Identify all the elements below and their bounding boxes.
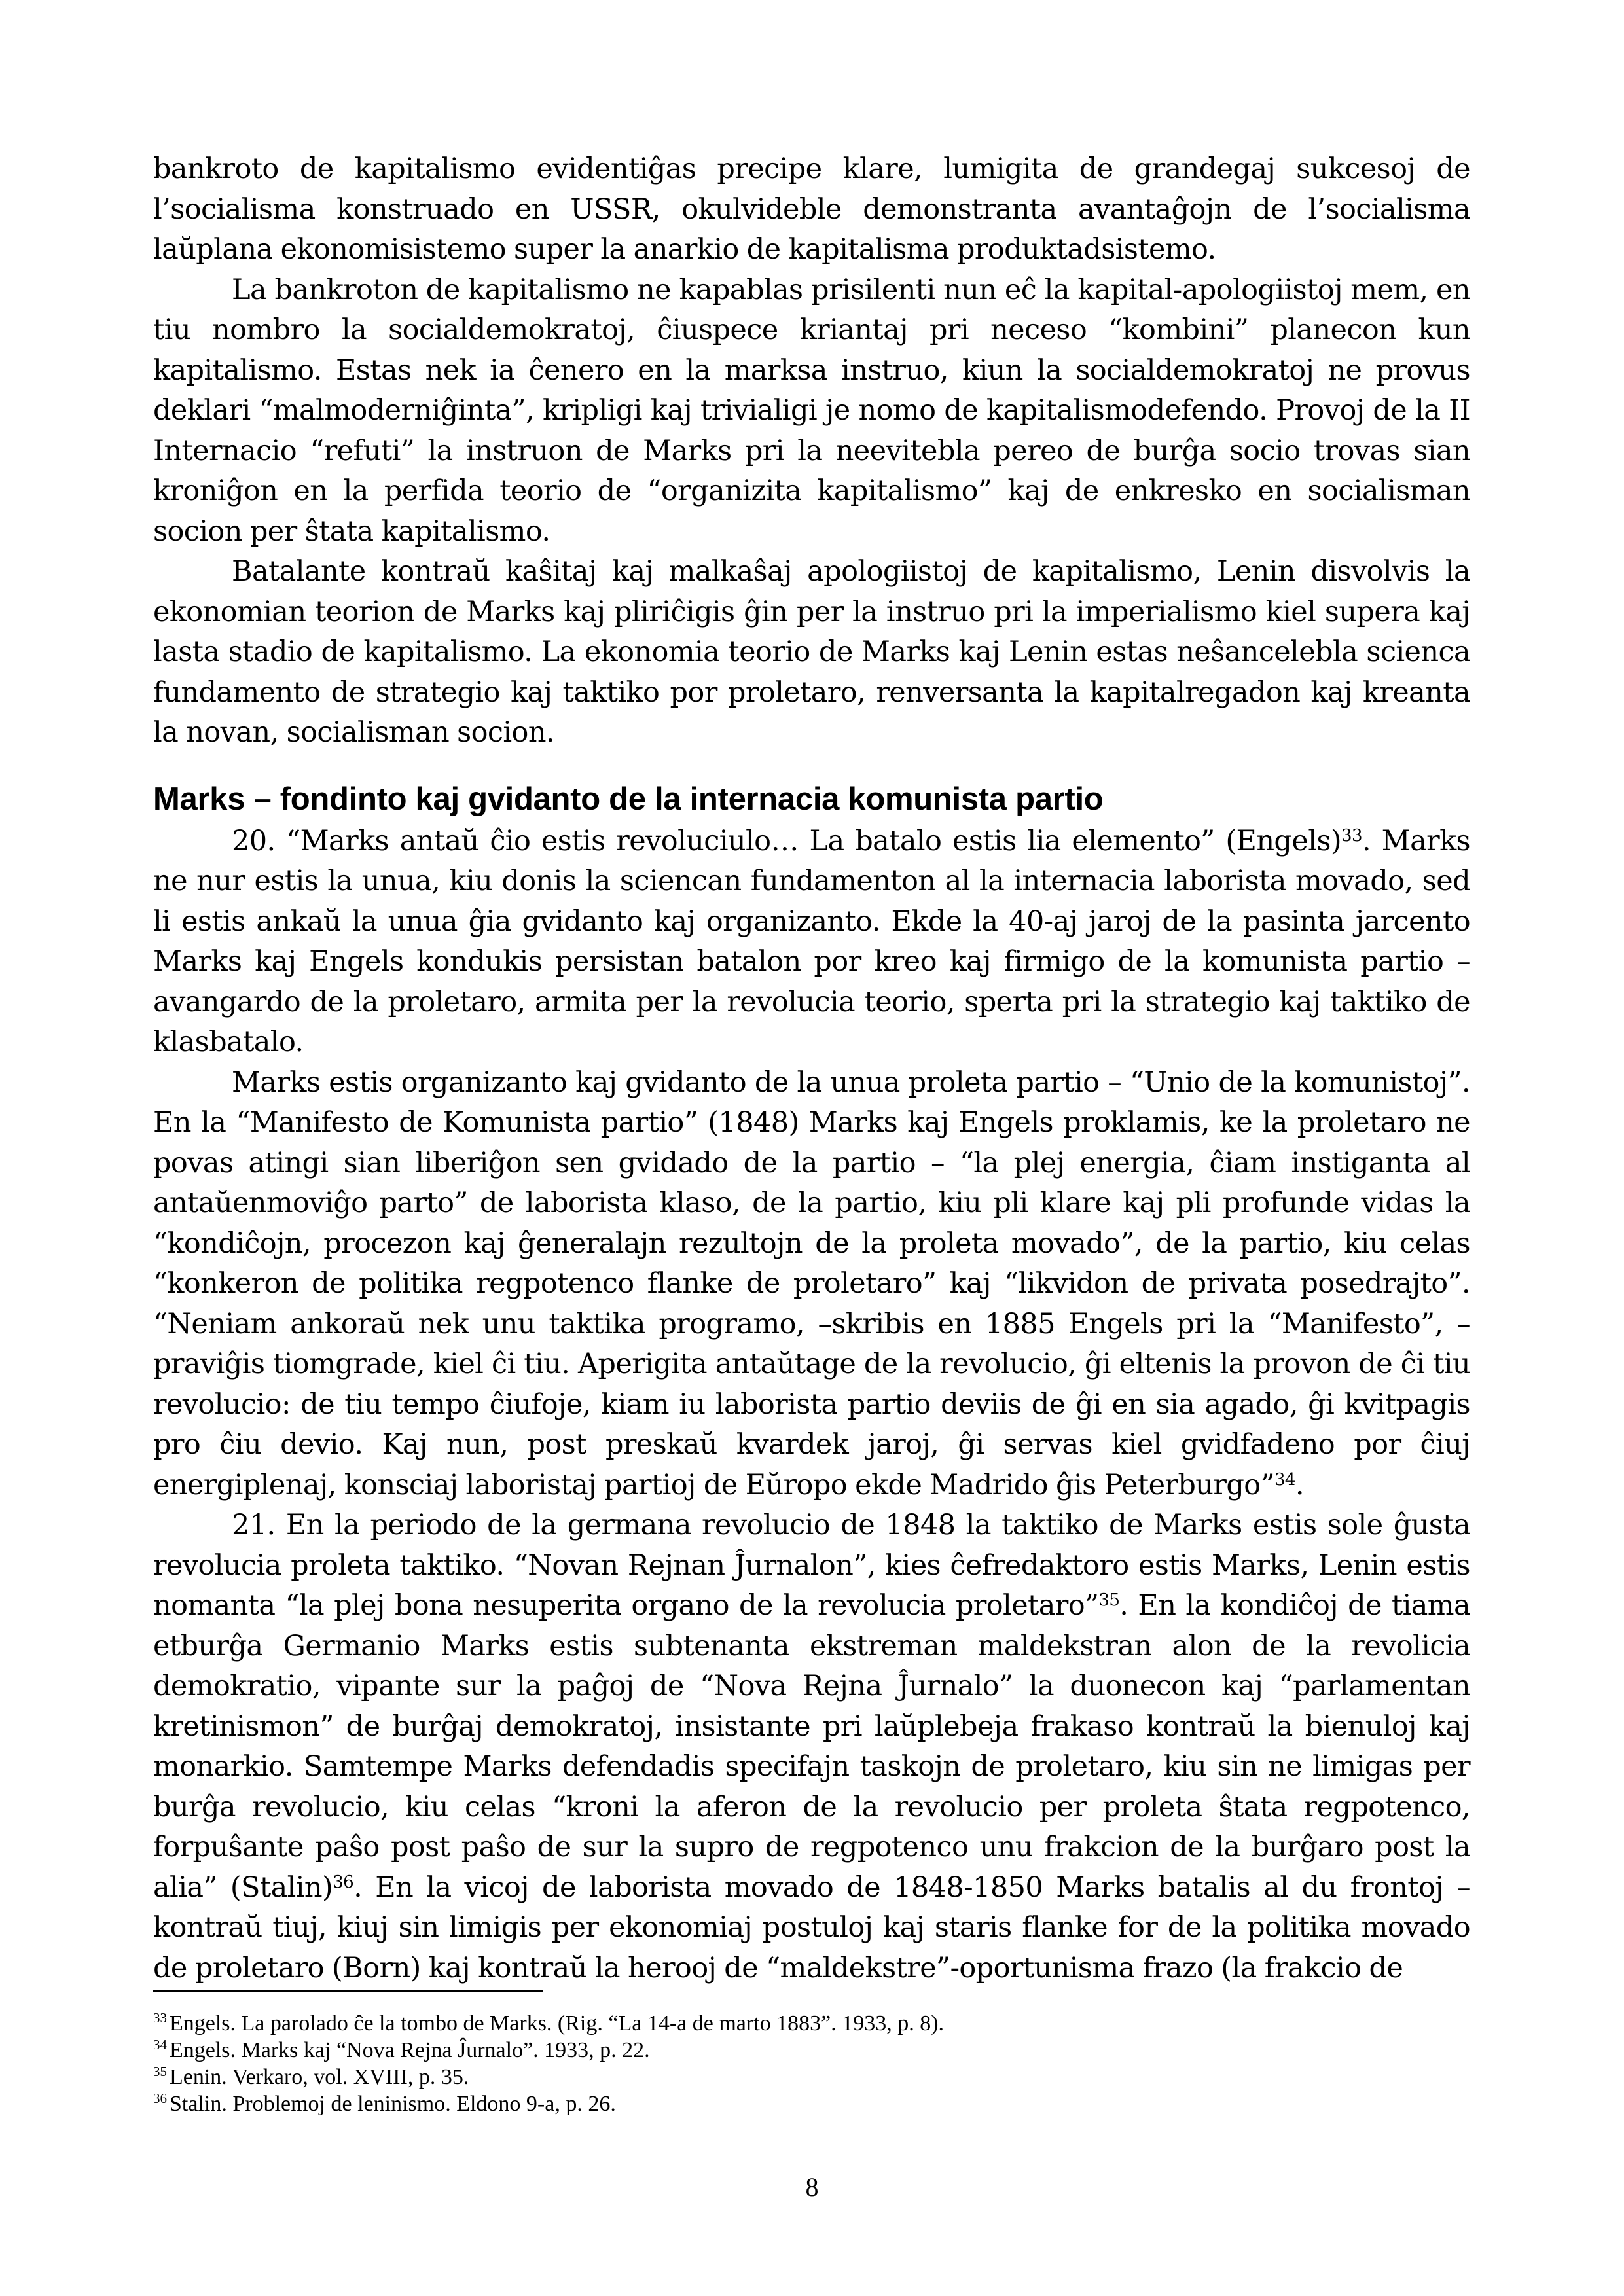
paragraph-lenin-theory: Batalante kontraŭ kaŝitaj kaj malkaŝaj apologiistoj de kapitalismo, Lenin disvolvis la ekonomian teorion de Marks kaj pliriĉigis ĝin per la instruo pri la imperialismo kiel supera kaj lasta stadio de kapitalismo. La ekonomia teorio de Marks kaj Lenin estas neŝancelebla scienca fundamento de strategio kaj taktiko por proletaro, renversanta la kapitalregadon kaj kreanta la novan, socialisman socion. bbox=[153, 555, 1470, 749]
footnotes bbox=[153, 1990, 1470, 2117]
footnote-number: 34 bbox=[153, 2037, 167, 2053]
footnote-number: 35 bbox=[153, 2064, 167, 2079]
section-heading: Marks – fondinto kaj gvidanto de la internacia komunista partio bbox=[153, 781, 1104, 817]
footnote-text: Lenin. Verkaro, vol. XVIII, p. 35. bbox=[170, 2065, 469, 2089]
paragraph-intro-continued: bankroto de kapitalismo evidentiĝas precipe klare, lumigita de grandegaj sukcesoj de l’socialisma konstruado en USSR, okulvideble demonstranta avantaĝojn de l’socialisma laŭplana ekonomisistemo super la anarkio de kapitalisma produktadsistemo. bbox=[153, 152, 1470, 266]
footnote-ref-35[interactable]: 35 bbox=[1098, 1590, 1120, 1610]
footnote-35 bbox=[153, 2064, 1470, 2090]
footnote-text: Stalin. Problemoj de leninismo. Eldono 9-a, p. 26. bbox=[170, 2092, 616, 2116]
paragraph-21-text-b: . En la kondiĉoj de tiama etburĝa Germanio Marks estis subtenanta ekstreman maldekstran alon de la revolicia demokratio, vipante sur la paĝoj de “Nova Rejna Ĵurnalo” la duonecon kaj “parlamentan kretinismon” de burĝaj demokratoj, insistante pri laŭplebeja frakaso kontraŭ la bienuloj kaj monarkio. Samtempe Marks defendadis specifajn taskojn de proletaro, kiu sin ne limigas per burĝa revolucio, kiu celas “kroni la aferon de la revolucio per proleta ŝtata regpotenco, forpuŝante paŝo post paŝo de sur la supro de regpotenco unu frakcion de la burĝaro post la alia” (Stalin) bbox=[153, 1589, 1470, 1904]
footnote-36 bbox=[153, 2090, 1470, 2117]
paragraph-21-text-a: 21. En la periodo de la germana revolucio de 1848 la taktiko de Marks estis sole ĝusta revolucia proleta taktiko. “Novan Rejnan Ĵurnalon”, kies ĉefredaktoro estis Marks, Lenin estis nomanta “la plej bona nesuperita organo de la revolucia proletaro” bbox=[153, 1509, 1470, 1622]
footnote-number: 36 bbox=[153, 2090, 167, 2106]
paragraph-20b-text-b: . bbox=[1295, 1468, 1304, 1501]
footnote-ref-34[interactable]: 34 bbox=[1274, 1469, 1295, 1490]
footnote-ref-36[interactable]: 36 bbox=[333, 1872, 354, 1892]
paragraph-21 bbox=[153, 1505, 1470, 1988]
paragraph-20-continued bbox=[153, 1063, 1470, 1506]
paragraph-bankrupt-capitalism: La bankroton de kapitalismo ne kapablas prisilenti nun eĉ la kapital-apologiistoj mem, en tiu nombro la socialdemokratoj, ĉiuspece kriantaj pri neceso “kombini” planecon kun kapitalismo. Estas nek ia ĉenero en la marksa instruo, kiun la socialdemokratoj ne provus deklari “malmoderniĝinta”, kripligi kaj trivialigi je nomo de kapitalismodefendo. Provoj de la II Internacio “refuti” la instruon de Marks pri la neevitebla pereo de burĝa socio trovas sian kroniĝon en la perfida teorio de “organizita kapitalismo” kaj de enkresko en socialisman socion per ŝtata kapitalismo. bbox=[153, 273, 1470, 548]
footnote-text: Engels. La parolado ĉe la tombo de Marks. (Rig. “La 14-a de marto 1883”. 1933, p. 8). bbox=[170, 2011, 945, 2036]
footnote-33 bbox=[153, 2010, 1470, 2037]
footnote-34 bbox=[153, 2037, 1470, 2064]
paragraph-20 bbox=[153, 821, 1470, 1063]
footnote-separator bbox=[153, 1990, 543, 1992]
paragraph-20-text-b: . Marks ne nur estis la unua, kiu donis la sciencan fundamenton al la internacia laborista movado, sed li estis ankaŭ la unua ĝia gvidanto kaj organizanto. Ekde la 40-aj jaroj de la pasinta jarcento Marks kaj Engels kondukis persistan batalon por kreo kaj firmigo de la komunista partio – avangardo de la proletaro, armita per la revolucia teorio, sperta pri la strategio kaj taktiko de klasbatalo. bbox=[153, 824, 1470, 1058]
footnote-ref-33[interactable]: 33 bbox=[1341, 825, 1362, 846]
page-body bbox=[153, 149, 1470, 1988]
paragraph-20-text-a: 20. “Marks antaŭ ĉio estis revoluciulo… La batalo estis lia elemento” (Engels) bbox=[232, 824, 1341, 857]
footnote-text: Engels. Marks kaj “Nova Rejna Ĵurnalo”. 1933, p. 22. bbox=[170, 2038, 650, 2062]
paragraph-21-text-c: . En la vicoj de laborista movado de 1848-1850 Marks batalis al du frontoj – kontraŭ tiuj, kiuj sin limigis per ekonomiaj postuloj kaj staris flanke for de la politika movado de proletaro (Born) kaj kontraŭ la herooj de “maldekstre”-oportunisma frazo (la frakcio de bbox=[153, 1871, 1471, 1984]
page-number: 8 bbox=[805, 2172, 819, 2202]
footnote-number: 33 bbox=[153, 2010, 167, 2026]
paragraph-20b-text-a: Marks estis organizanto kaj gvidanto de la unua proleta partio – “Unio de la komunistoj”. En la “Manifesto de Komunista partio” (1848) Marks kaj Engels proklamis, ke la proletaro ne povas atingi sian liberiĝon sen gvidado de la partio – “la plej energia, ĉiam instiganta al antaŭenmoviĝo parto” de laborista klaso, de la partio, kiu pli klare kaj pli profunde vidas la “kondiĉojn, procezon kaj ĝeneralajn rezultojn de la proleta movado”, de la partio, kiu celas “konkeron de politika regpotenco flanke de proletaro” kaj “likvidon de privata posedrajto”. “Neniam ankoraŭ nek unu taktika programo, –skribis en 1885 Engels pri la “Manifesto”, –praviĝis tiomgrade, kiel ĉi tiu. Aperigita antaŭtage de la revolucio, ĝi eltenis la provon de ĉi tiu revolucio: de tiu tempo ĉiufoje, kiam iu laborista partio deviis de ĝi en sia agado, ĝi kvitpagis pro ĉiu devio. Kaj nun, post preskaŭ kvardek jaroj, ĝi servas kiel gvidfadeno por ĉiuj energiplenaj, konsciaj laboristaj partioj de Eŭropo ekde Madrido ĝis Peterburgo” bbox=[153, 1066, 1470, 1501]
